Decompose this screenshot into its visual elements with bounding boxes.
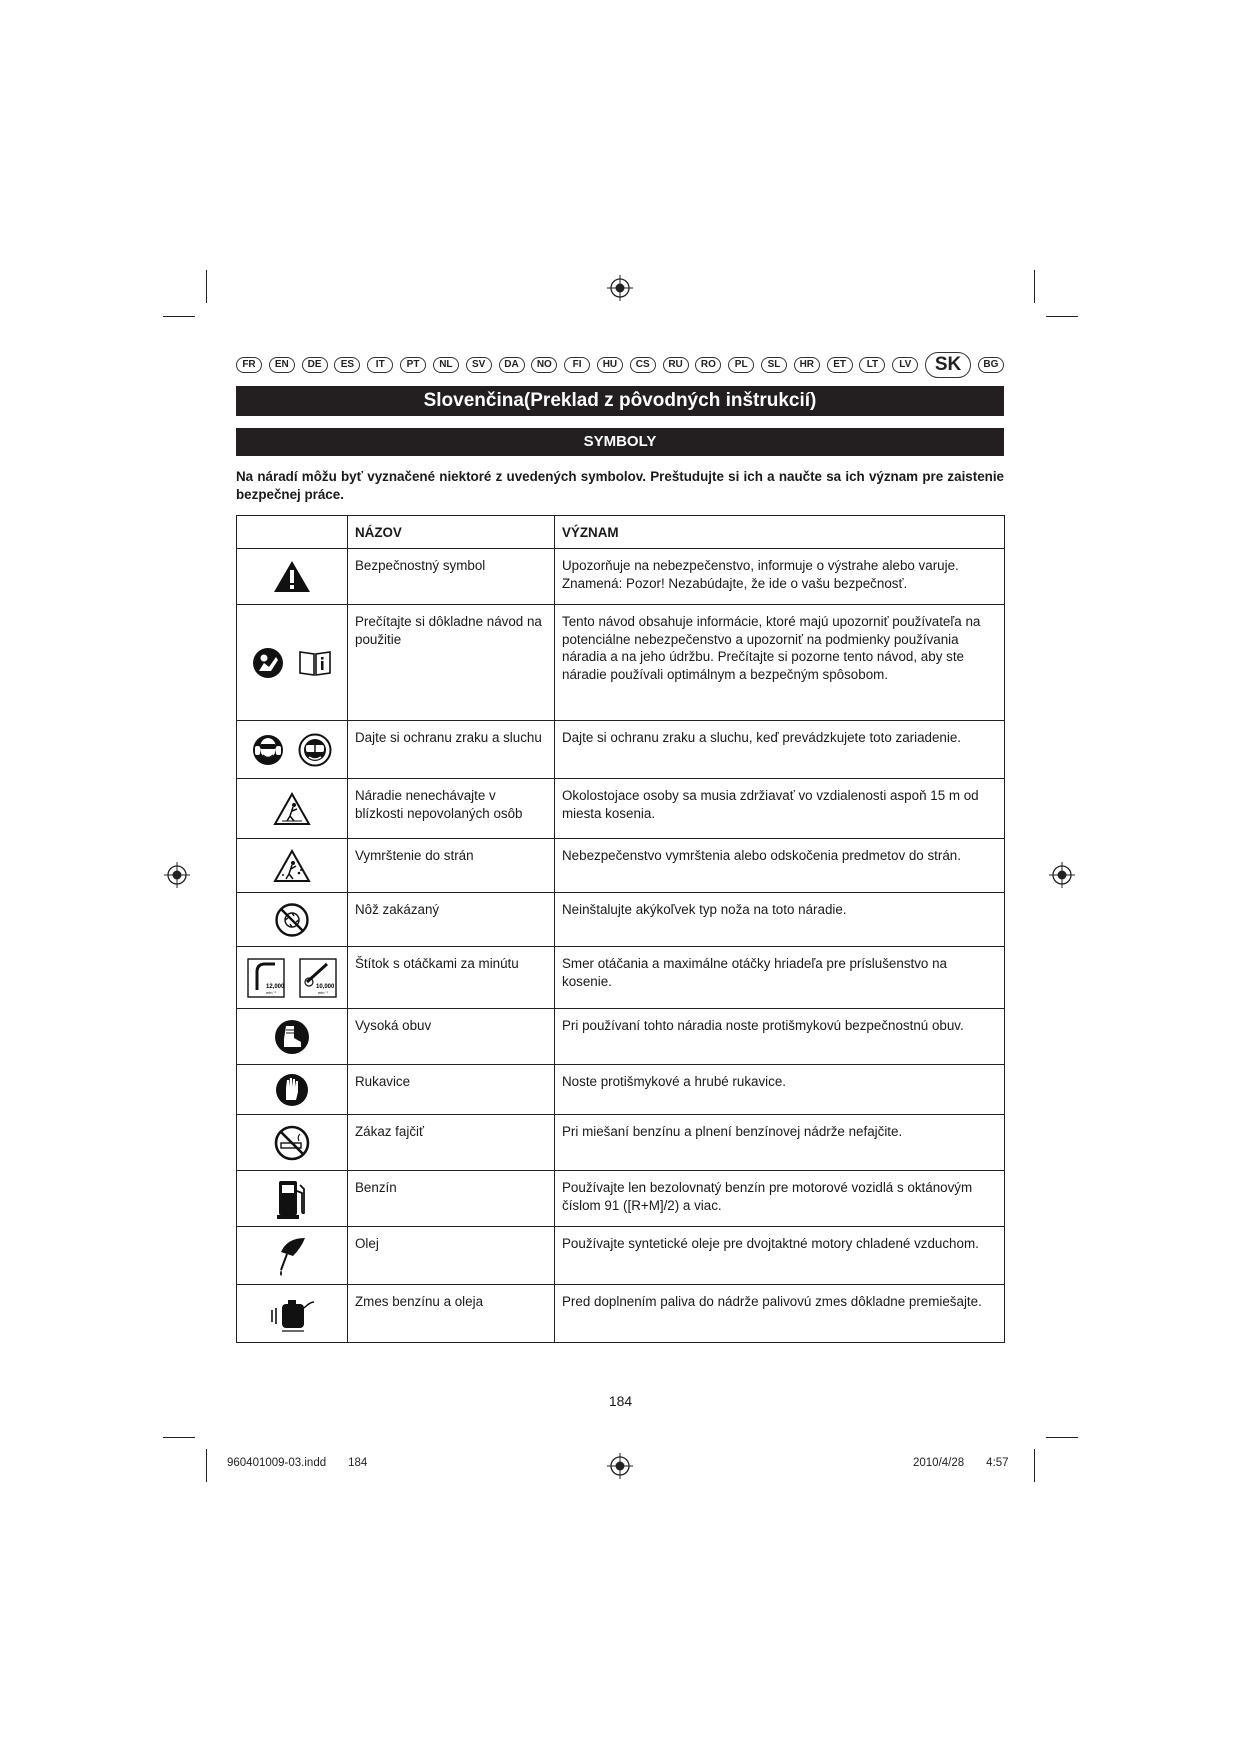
crop-mark <box>1034 1449 1035 1482</box>
language-tab-hu[interactable]: HU <box>597 357 623 373</box>
table-row <box>237 1009 1005 1065</box>
slug-file: 960401009-03.indd <box>227 1457 327 1469</box>
symbol-cell <box>237 1065 348 1115</box>
ear-protection-icon <box>252 733 284 767</box>
page-title: Slovenčina(Preklad z pôvodných inštrukcií) <box>236 386 1004 416</box>
symbol-name: Prečítajte si dôkladne návod na použitie <box>348 605 555 721</box>
language-tab-bg[interactable]: BG <box>978 357 1004 373</box>
safety-boots-icon <box>273 1018 311 1056</box>
table-row <box>237 1285 1005 1343</box>
language-tab-de[interactable]: DE <box>302 357 328 373</box>
symbol-meaning: Pri miešaní benzínu a plnení benzínovej nádrže nefajčite. <box>555 1115 1005 1171</box>
language-tab-et[interactable]: ET <box>827 357 853 373</box>
language-tab-sv[interactable]: SV <box>466 357 492 373</box>
table-row <box>237 1171 1005 1227</box>
table-row <box>237 779 1005 839</box>
slug-left <box>227 1457 367 1469</box>
registration-mark-icon <box>1049 862 1075 888</box>
crop-mark <box>163 316 195 317</box>
thrown-objects-icon <box>273 849 311 883</box>
symbol-name: Benzín <box>348 1171 555 1227</box>
symbol-meaning: Používajte len bezolovnatý benzín pre motorové vozidlá s oktánovým číslom 91 ([R+M]/2) a viac. <box>555 1171 1005 1227</box>
read-manual-icon <box>252 647 284 679</box>
symbol-cell <box>237 605 348 721</box>
symbol-meaning: Smer otáčania a maximálne otáčky hriadeľa pre príslušenstvo na kosenie. <box>555 947 1005 1009</box>
slug-date: 2010/4/28 <box>913 1457 965 1469</box>
crop-mark <box>1046 316 1078 317</box>
symbol-meaning: Používajte syntetické oleje pre dvojtaktné motory chladené vzduchom. <box>555 1227 1005 1285</box>
header-meaning: VÝZNAM <box>555 516 1005 549</box>
language-tab-es[interactable]: ES <box>334 357 360 373</box>
table-row <box>237 1065 1005 1115</box>
symbol-name: Zákaz fajčiť <box>348 1115 555 1171</box>
symbols-table <box>236 515 1005 1343</box>
symbol-meaning: Pred doplnením paliva do nádrže palivovú zmes dôkladne premiešajte. <box>555 1285 1005 1343</box>
section-title: SYMBOLY <box>236 428 1004 456</box>
header-icon <box>237 516 348 549</box>
symbol-cell <box>237 1171 348 1227</box>
table-row <box>237 721 1005 779</box>
symbol-cell <box>237 1115 348 1171</box>
language-selector <box>236 352 1004 378</box>
slug-time: 4:57 <box>986 1457 1009 1469</box>
symbol-cell <box>237 947 348 1009</box>
symbol-name: Vymrštenie do strán <box>348 839 555 893</box>
language-tab-sl[interactable]: SL <box>761 357 787 373</box>
crop-mark <box>206 1449 207 1482</box>
table-row <box>237 605 1005 721</box>
language-tab-fr[interactable]: FR <box>236 357 262 373</box>
slug-right <box>913 1457 1009 1469</box>
symbol-name: Vysoká obuv <box>348 1009 555 1065</box>
symbol-cell <box>237 549 348 605</box>
intro-paragraph: Na náradí môžu byť vyznačené niektoré z uvedených symbolov. Preštudujte si ich a naučte sa ich význam pre zaistenie bezpečnej práce. <box>236 469 1004 502</box>
language-tab-lt[interactable]: LT <box>859 357 885 373</box>
svg-text:10,000: 10,000 <box>316 983 335 990</box>
table-row <box>237 947 1005 1009</box>
symbol-meaning: Neinštalujte akýkoľvek typ noža na toto náradie. <box>555 893 1005 947</box>
symbol-meaning: Pri používaní tohto náradia noste protišmykovú bezpečnostnú obuv. <box>555 1009 1005 1065</box>
symbol-cell <box>237 893 348 947</box>
symbol-name: Bezpečnostný symbol <box>348 549 555 605</box>
warning-triangle-icon <box>272 559 312 595</box>
crop-mark <box>1046 1437 1078 1438</box>
symbol-meaning: Nebezpečenstvo vymrštenia alebo odskočenia predmetov do strán. <box>555 839 1005 893</box>
symbol-cell <box>237 1227 348 1285</box>
header-name: NÁZOV <box>348 516 555 549</box>
language-tab-pt[interactable]: PT <box>400 357 426 373</box>
registration-mark-icon <box>607 275 633 301</box>
svg-text:12,000: 12,000 <box>266 983 285 990</box>
fuel-pump-icon <box>276 1177 308 1221</box>
eye-protection-icon <box>298 733 332 767</box>
symbol-cell <box>237 1285 348 1343</box>
crop-mark <box>1034 270 1035 303</box>
symbol-name: Rukavice <box>348 1065 555 1115</box>
registration-mark-icon <box>164 862 190 888</box>
language-tab-ru[interactable]: RU <box>663 357 689 373</box>
page-number: 184 <box>608 1393 633 1409</box>
symbol-cell <box>237 779 348 839</box>
language-tab-nl[interactable]: NL <box>433 357 459 373</box>
bystanders-distance-icon <box>273 792 311 826</box>
symbol-name: Náradie nenechávajte v blízkosti nepovolaných osôb <box>348 779 555 839</box>
table-row <box>237 1227 1005 1285</box>
language-tab-pl[interactable]: PL <box>728 357 754 373</box>
symbol-name: Dajte si ochranu zraku a sluchu <box>348 721 555 779</box>
symbol-meaning: Dajte si ochranu zraku a sluchu, keď prevádzkujete toto zariadenie. <box>555 721 1005 779</box>
language-tab-sk[interactable]: SK <box>925 352 971 378</box>
table-header-row <box>237 516 1005 549</box>
language-tab-it[interactable]: IT <box>367 357 393 373</box>
symbol-cell <box>237 839 348 893</box>
language-tab-hr[interactable]: HR <box>794 357 820 373</box>
fuel-mix-can-icon <box>268 1294 316 1334</box>
language-tab-no[interactable]: NO <box>531 357 557 373</box>
symbol-cell <box>237 721 348 779</box>
table-row <box>237 893 1005 947</box>
slug-file-page: 184 <box>348 1457 368 1469</box>
crop-mark <box>206 270 207 303</box>
symbol-name: Zmes benzínu a oleja <box>348 1285 555 1343</box>
symbol-meaning: Upozorňuje na nebezpečenstvo, informuje o výstrahe alebo varuje. Znamená: Pozor! Nezabúdajte, že ide o vašu bezpečnosť. <box>555 549 1005 605</box>
table-row <box>237 1115 1005 1171</box>
language-tab-en[interactable]: EN <box>269 357 295 373</box>
symbol-meaning: Tento návod obsahuje informácie, ktoré majú upozorniť používateľa na potenciálne nebezpečenstvo a upozorniť na podmienky používania náradia a na jeho údržbu. Prečítajte si pozorne tento návod, aby ste náradie používali optimálnym a bezpečným spôsobom. <box>555 605 1005 721</box>
table-row <box>237 549 1005 605</box>
language-tab-da[interactable]: DA <box>499 357 525 373</box>
rpm-label-attachment-icon <box>299 958 337 998</box>
crop-mark <box>163 1437 195 1438</box>
language-tab-fi[interactable]: FI <box>564 357 590 373</box>
language-tab-ro[interactable]: RO <box>695 357 721 373</box>
registration-mark-icon <box>607 1453 633 1479</box>
no-smoking-icon <box>273 1124 311 1162</box>
oil-can-icon <box>275 1234 309 1278</box>
table-row <box>237 839 1005 893</box>
symbol-meaning: Noste protišmykové a hrubé rukavice. <box>555 1065 1005 1115</box>
language-tab-lv[interactable]: LV <box>892 357 918 373</box>
language-tab-cs[interactable]: CS <box>630 357 656 373</box>
symbol-name: Olej <box>348 1227 555 1285</box>
svg-text:min⁻¹: min⁻¹ <box>266 989 276 995</box>
svg-text:min⁻¹: min⁻¹ <box>318 989 328 995</box>
info-book-icon <box>298 649 332 677</box>
rpm-label-icon <box>247 958 285 998</box>
symbol-name: Nôž zakázaný <box>348 893 555 947</box>
gloves-icon <box>274 1072 310 1108</box>
blade-prohibited-icon <box>274 902 310 938</box>
symbol-name: Štítok s otáčkami za minútu <box>348 947 555 1009</box>
symbol-meaning: Okolostojace osoby sa musia zdržiavať vo vzdialenosti aspoň 15 m od miesta kosenia. <box>555 779 1005 839</box>
symbol-cell <box>237 1009 348 1065</box>
